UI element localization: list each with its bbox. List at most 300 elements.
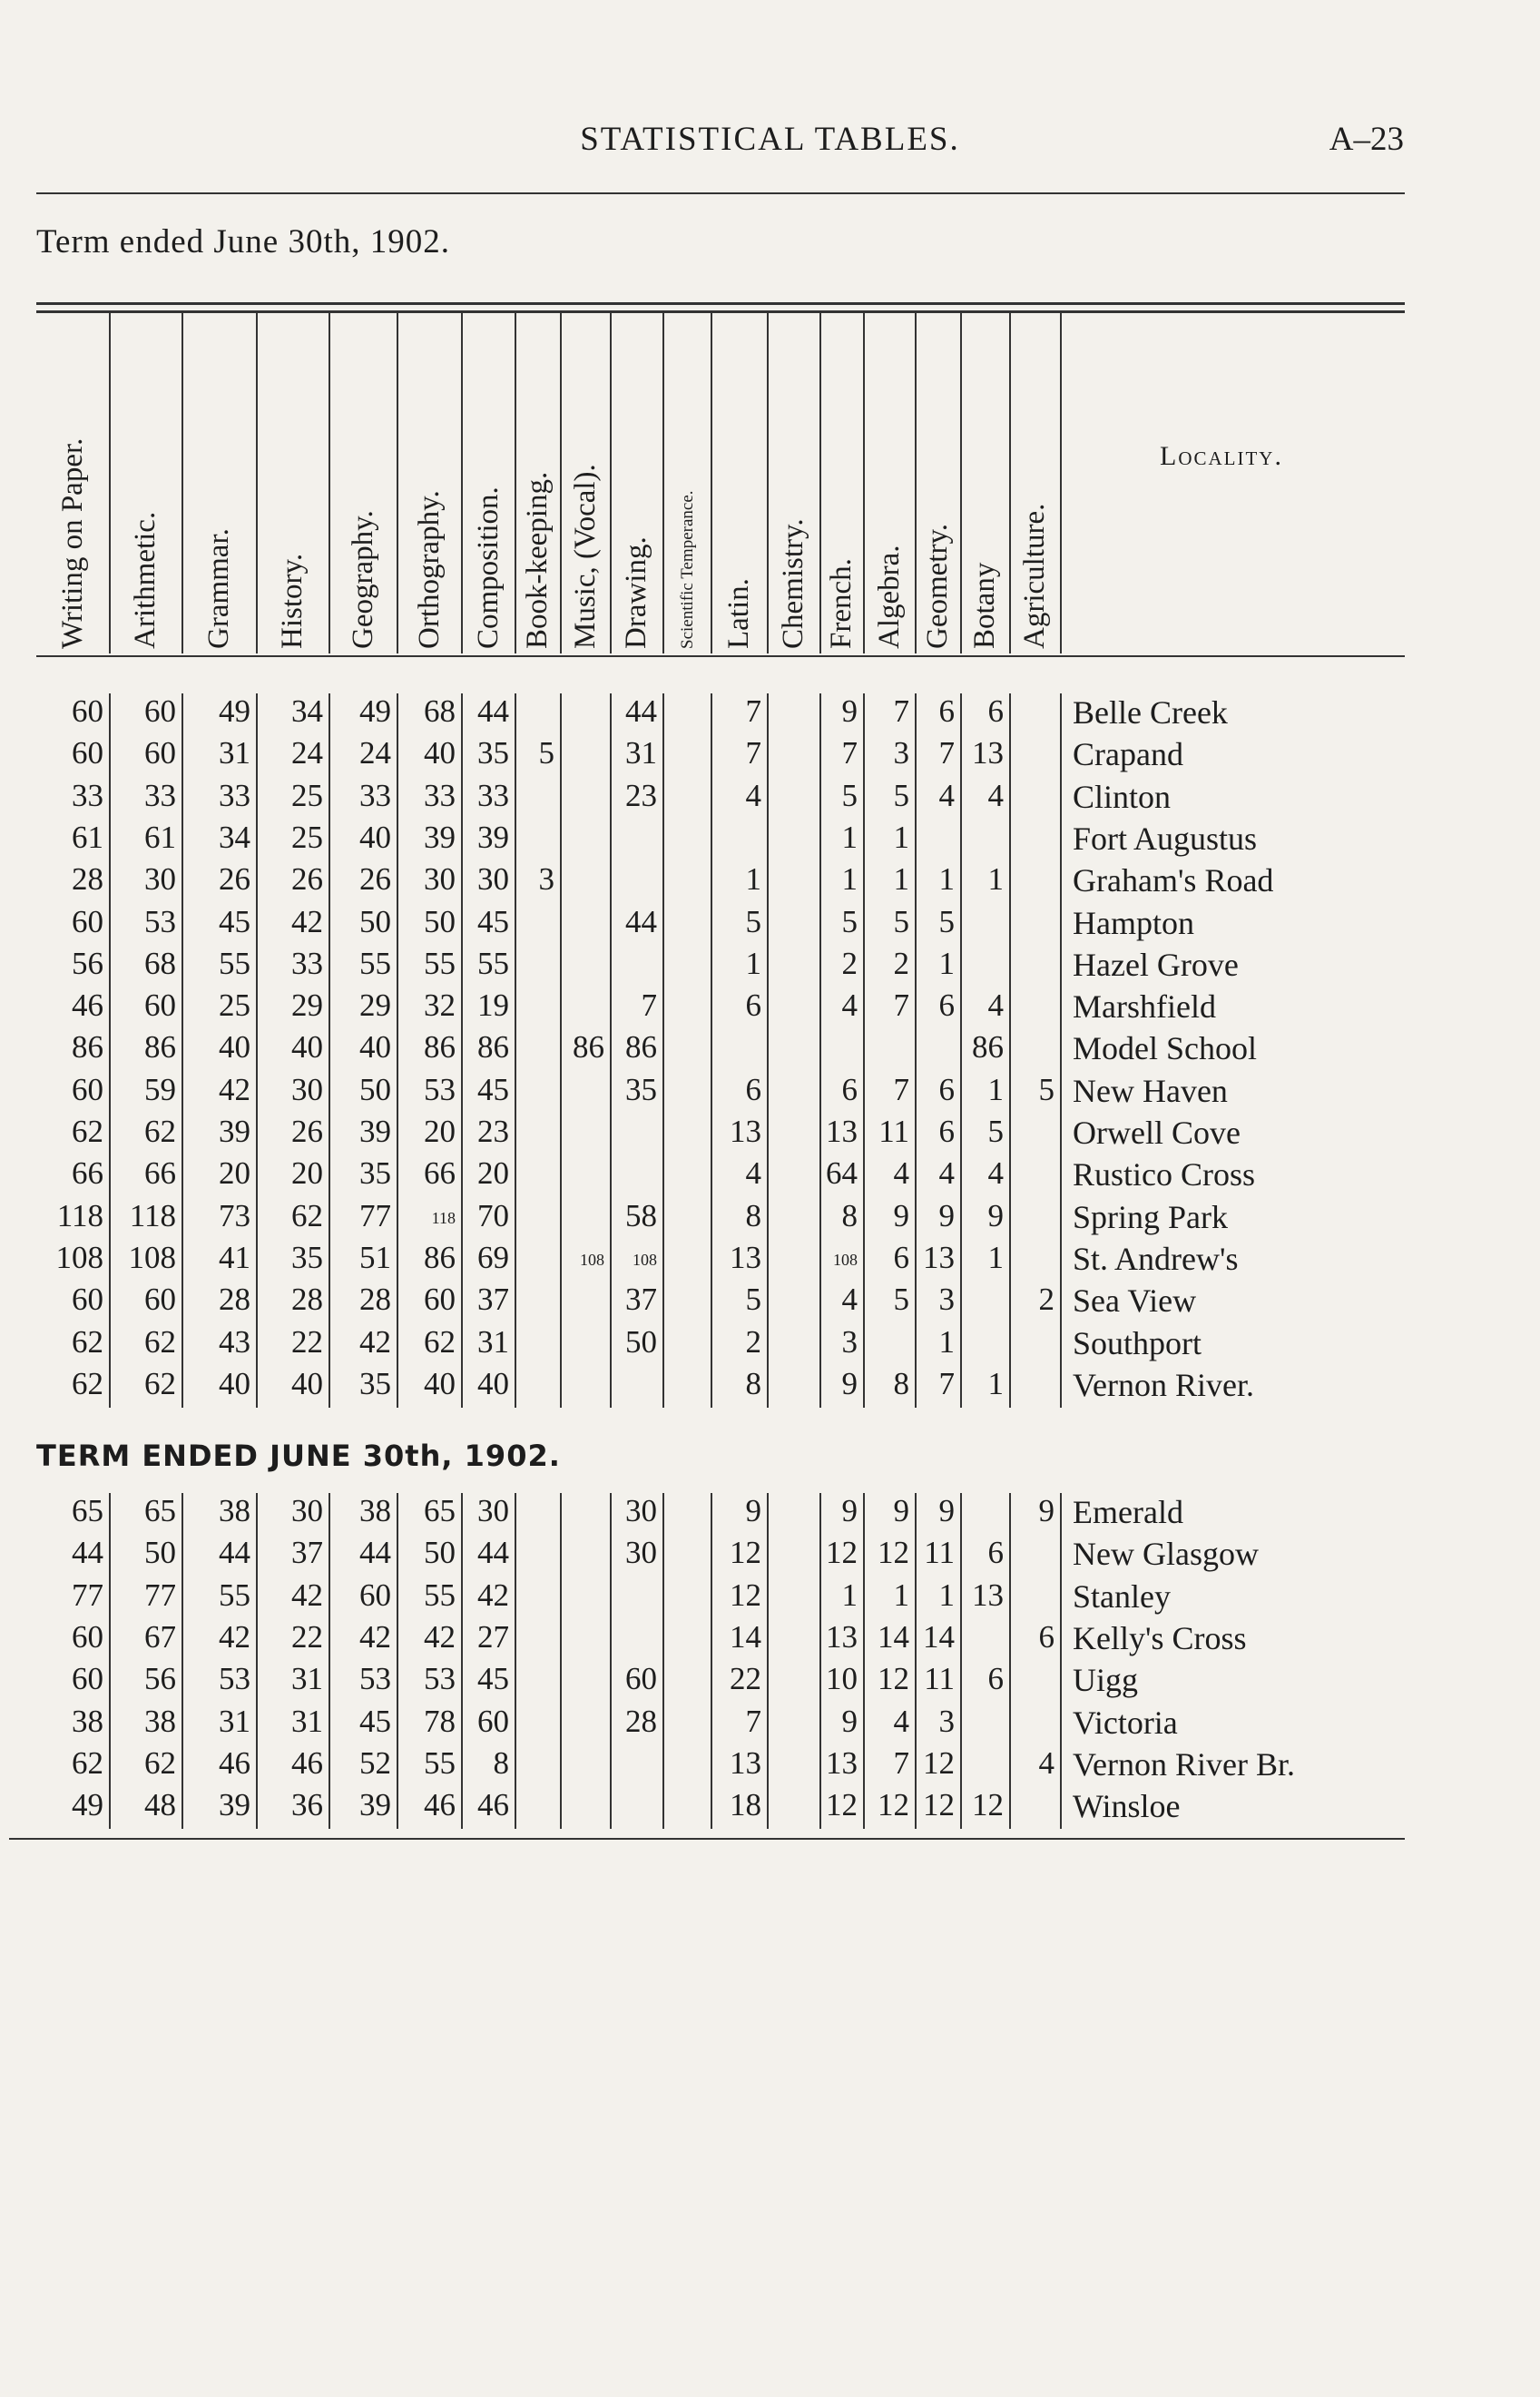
table2-cell: 77 bbox=[144, 1577, 176, 1613]
table1-cell: 8 bbox=[745, 1365, 761, 1401]
table2-cell: 14 bbox=[923, 1618, 955, 1655]
column-header-label: Scientific Temperance. bbox=[677, 490, 697, 649]
table1-cell: 33 bbox=[144, 777, 176, 813]
table2-cell: 13 bbox=[972, 1577, 1004, 1613]
table1-cell: 49 bbox=[219, 693, 250, 729]
table2-cell: 1 bbox=[841, 1577, 858, 1613]
table2-cell: 55 bbox=[424, 1744, 456, 1781]
table1-cell: 7 bbox=[893, 987, 909, 1024]
table2-cell: 4 bbox=[893, 1703, 909, 1739]
column-rule bbox=[1009, 313, 1011, 653]
table1-cell: 25 bbox=[291, 819, 323, 855]
table1-cell: 33 bbox=[72, 777, 103, 813]
table2-cell: 39 bbox=[219, 1787, 250, 1823]
table1-cell: 1 bbox=[841, 819, 858, 855]
table2-cell: 8 bbox=[493, 1744, 509, 1781]
table1-cell: 5 bbox=[745, 903, 761, 939]
table1-locality: Model School bbox=[1073, 1030, 1257, 1067]
column-rule bbox=[515, 693, 516, 1408]
column-header-label: Drawing. bbox=[620, 536, 652, 649]
table1-cell: 86 bbox=[72, 1029, 103, 1066]
table1-cell: 1 bbox=[987, 861, 1004, 898]
column-header-label: Chemistry. bbox=[777, 518, 809, 649]
column-rule bbox=[397, 313, 398, 653]
table1-cell: 44 bbox=[625, 903, 657, 939]
table1-cell: 4 bbox=[938, 777, 955, 813]
table1-cell: 55 bbox=[359, 945, 391, 981]
table1-cell: 25 bbox=[291, 777, 323, 813]
table2-cell: 28 bbox=[625, 1703, 657, 1739]
column-rule bbox=[461, 1493, 463, 1829]
table2-cell: 9 bbox=[841, 1493, 858, 1528]
table2-cell: 37 bbox=[291, 1535, 323, 1571]
column-rule bbox=[610, 693, 612, 1408]
table1-cell: 30 bbox=[144, 861, 176, 898]
table2-cell: 4 bbox=[1038, 1744, 1054, 1781]
table2-cell: 46 bbox=[291, 1744, 323, 1781]
table1-cell: 35 bbox=[291, 1239, 323, 1275]
table2-cell: 7 bbox=[893, 1744, 909, 1781]
table1-cell: 4 bbox=[938, 1155, 955, 1192]
column-header-cell bbox=[610, 313, 662, 653]
table1-cell: 20 bbox=[477, 1155, 509, 1192]
column-rule bbox=[819, 693, 821, 1408]
table2-cell: 30 bbox=[625, 1493, 657, 1528]
column-header-label: History. bbox=[276, 553, 309, 649]
table1-cell: 86 bbox=[972, 1029, 1004, 1066]
table1-cell: 1 bbox=[987, 1071, 1004, 1107]
table1-cell: 28 bbox=[291, 1282, 323, 1318]
column-rule bbox=[1009, 1493, 1011, 1829]
column-header-cell bbox=[397, 313, 461, 653]
table1-cell: 9 bbox=[938, 1197, 955, 1233]
column-rule bbox=[329, 313, 330, 653]
table1-locality: Belle Creek bbox=[1073, 694, 1228, 731]
table1-cell: 11 bbox=[878, 1114, 909, 1149]
table2-cell: 53 bbox=[424, 1661, 456, 1697]
column-rule bbox=[711, 693, 712, 1408]
column-header-label: Botany bbox=[968, 562, 1001, 649]
table1-locality: Graham's Road bbox=[1073, 862, 1274, 899]
table2-cell: 45 bbox=[359, 1703, 391, 1739]
column-rule bbox=[329, 693, 330, 1408]
column-rule bbox=[109, 313, 111, 653]
table1-cell: 9 bbox=[893, 1197, 909, 1233]
table1-cell: 42 bbox=[359, 1323, 391, 1360]
table1-cell: 49 bbox=[359, 693, 391, 729]
table1-cell: 118 bbox=[129, 1197, 176, 1233]
column-rule bbox=[767, 313, 769, 653]
table2-cell: 12 bbox=[923, 1744, 955, 1781]
table1-cell: 7 bbox=[745, 735, 761, 771]
table1-cell: 62 bbox=[72, 1114, 103, 1149]
column-header-cell bbox=[863, 313, 915, 653]
column-header-cell bbox=[711, 313, 767, 653]
table1-locality: St. Andrew's bbox=[1073, 1240, 1239, 1277]
column-header-cell bbox=[181, 313, 256, 653]
column-header-cell bbox=[560, 313, 610, 653]
column-rule bbox=[863, 693, 865, 1408]
table1-cell: 4 bbox=[745, 777, 761, 813]
header-rule bbox=[36, 192, 1405, 194]
table2-cell: 12 bbox=[923, 1787, 955, 1823]
table1-cell: 86 bbox=[625, 1029, 657, 1066]
table1-cell: 5 bbox=[893, 777, 909, 813]
table1-cell: 7 bbox=[745, 693, 761, 729]
table2-cell: 52 bbox=[359, 1744, 391, 1781]
table1-cell: 4 bbox=[987, 1155, 1004, 1192]
table1-cell: 6 bbox=[938, 1114, 955, 1149]
table1-cell: 5 bbox=[841, 903, 858, 939]
table1-cell: 40 bbox=[219, 1029, 250, 1066]
table1-cell: 39 bbox=[424, 819, 456, 855]
table1-cell: 50 bbox=[625, 1323, 657, 1360]
table1-cell: 61 bbox=[72, 819, 103, 855]
table1-cell: 43 bbox=[219, 1323, 250, 1360]
table1-cell: 7 bbox=[893, 693, 909, 729]
table1-locality: Marshfield bbox=[1073, 988, 1216, 1026]
table2-cell: 9 bbox=[1038, 1493, 1054, 1528]
table1-cell: 4 bbox=[893, 1155, 909, 1192]
table2-cell: 42 bbox=[424, 1618, 456, 1655]
table2-cell: 13 bbox=[826, 1618, 858, 1655]
table1-cell: 31 bbox=[219, 735, 250, 771]
table1-cell: 46 bbox=[72, 987, 103, 1024]
table2-cell: 11 bbox=[924, 1661, 955, 1697]
table2-cell: 36 bbox=[291, 1787, 323, 1823]
table2-cell: 1 bbox=[893, 1577, 909, 1613]
table2-cell: 9 bbox=[745, 1493, 761, 1528]
table1-cell: 23 bbox=[477, 1114, 509, 1149]
table1-cell: 44 bbox=[625, 693, 657, 729]
table1-cell: 41 bbox=[219, 1239, 250, 1275]
table1-cell: 6 bbox=[841, 1071, 858, 1107]
table1-cell: 42 bbox=[219, 1071, 250, 1107]
table1-cell: 118 bbox=[431, 1208, 456, 1227]
column-header-label: Geography. bbox=[346, 510, 379, 649]
table2-cell: 65 bbox=[72, 1493, 103, 1528]
table1-cell: 5 bbox=[893, 1282, 909, 1318]
column-rule bbox=[329, 1493, 330, 1829]
table1-locality: Clinton bbox=[1073, 778, 1172, 815]
table2-cell: 14 bbox=[878, 1618, 909, 1655]
table1-cell: 13 bbox=[730, 1114, 761, 1149]
table1-cell: 32 bbox=[424, 987, 456, 1024]
table1-cell: 13 bbox=[730, 1239, 761, 1275]
table2-cell: 22 bbox=[291, 1618, 323, 1655]
column-header-cell bbox=[960, 313, 1009, 653]
table1-cell: 40 bbox=[219, 1365, 250, 1401]
table2-cell: 55 bbox=[424, 1577, 456, 1613]
column-header-label: Algebra. bbox=[872, 545, 906, 649]
table1-cell: 50 bbox=[359, 1071, 391, 1107]
table2-locality: Kelly's Cross bbox=[1073, 1619, 1247, 1656]
table2-cell: 3 bbox=[938, 1703, 955, 1739]
column-rule bbox=[1060, 693, 1062, 1408]
table1-cell: 77 bbox=[359, 1197, 391, 1233]
table2-cell: 53 bbox=[219, 1661, 250, 1697]
table1-cell: 60 bbox=[72, 1282, 103, 1318]
table1-cell: 6 bbox=[745, 1071, 761, 1107]
column-rule bbox=[397, 1493, 398, 1829]
table2-cell: 53 bbox=[359, 1661, 391, 1697]
table2-cell: 44 bbox=[477, 1535, 509, 1571]
table1-cell: 13 bbox=[972, 735, 1004, 771]
table1-cell: 33 bbox=[424, 777, 456, 813]
table1-cell: 1 bbox=[893, 819, 909, 855]
table1-cell: 33 bbox=[359, 777, 391, 813]
table2-cell: 38 bbox=[359, 1493, 391, 1528]
table1-cell: 86 bbox=[424, 1029, 456, 1066]
column-rule bbox=[960, 313, 962, 653]
table1-cell: 40 bbox=[424, 735, 456, 771]
table1-cell: 1 bbox=[987, 1365, 1004, 1401]
table1-cell: 53 bbox=[144, 903, 176, 939]
column-header-label: Arithmetic. bbox=[129, 511, 162, 649]
table2-cell: 38 bbox=[219, 1493, 250, 1528]
table1-cell: 60 bbox=[144, 987, 176, 1024]
table2-cell: 9 bbox=[841, 1703, 858, 1739]
table1-cell: 58 bbox=[625, 1197, 657, 1233]
table1-cell: 30 bbox=[424, 861, 456, 898]
table1-cell: 64 bbox=[826, 1155, 858, 1192]
table1-cell: 2 bbox=[745, 1323, 761, 1360]
page-header-title: STATISTICAL TABLES. bbox=[580, 121, 960, 158]
table1-cell: 51 bbox=[359, 1239, 391, 1275]
table2-cell: 60 bbox=[625, 1661, 657, 1697]
table1-cell: 31 bbox=[625, 735, 657, 771]
table1-cell: 7 bbox=[938, 735, 955, 771]
table2-cell: 38 bbox=[144, 1703, 176, 1739]
column-rule bbox=[515, 1493, 516, 1829]
column-header-cell bbox=[1009, 313, 1060, 653]
table2-cell: 12 bbox=[878, 1661, 909, 1697]
column-rule bbox=[662, 313, 664, 653]
column-header-cell bbox=[109, 313, 181, 653]
table1-cell: 5 bbox=[538, 735, 554, 771]
table1-cell: 69 bbox=[477, 1239, 509, 1275]
table1-cell: 39 bbox=[477, 819, 509, 855]
column-rule bbox=[1009, 693, 1011, 1408]
table1-cell: 1 bbox=[841, 861, 858, 898]
table1-cell: 1 bbox=[745, 861, 761, 898]
table1-cell: 60 bbox=[144, 735, 176, 771]
table1-cell: 6 bbox=[893, 1239, 909, 1275]
table1-cell: 66 bbox=[72, 1155, 103, 1192]
column-rule bbox=[256, 313, 258, 653]
column-rule bbox=[960, 1493, 962, 1829]
table2-cell: 42 bbox=[219, 1618, 250, 1655]
table1-cell: 108 bbox=[633, 1250, 657, 1269]
table2-cell: 11 bbox=[924, 1535, 955, 1571]
table1-cell: 118 bbox=[56, 1197, 103, 1233]
table2-cell: 67 bbox=[144, 1618, 176, 1655]
table1-cell: 7 bbox=[641, 987, 657, 1024]
column-rule bbox=[1060, 1493, 1062, 1829]
column-header-cell bbox=[767, 313, 819, 653]
table1-locality: Spring Park bbox=[1073, 1198, 1228, 1235]
table1-cell: 37 bbox=[625, 1282, 657, 1318]
table2-cell: 12 bbox=[826, 1787, 858, 1823]
table1-cell: 86 bbox=[144, 1029, 176, 1066]
table1-cell: 62 bbox=[424, 1323, 456, 1360]
table1-cell: 1 bbox=[938, 861, 955, 898]
table1-cell: 56 bbox=[72, 945, 103, 981]
table2-cell: 31 bbox=[219, 1703, 250, 1739]
table1-cell: 55 bbox=[477, 945, 509, 981]
column-rule bbox=[109, 693, 111, 1408]
column-header-label: Agriculture. bbox=[1018, 503, 1051, 649]
table2-cell: 38 bbox=[72, 1703, 103, 1739]
table2-cell: 12 bbox=[878, 1535, 909, 1571]
table2-cell: 48 bbox=[144, 1787, 176, 1823]
column-header-cell bbox=[329, 313, 397, 653]
table1-cell: 33 bbox=[291, 945, 323, 981]
column-header-cell bbox=[515, 313, 560, 653]
table-bottom-rule bbox=[9, 1838, 1405, 1840]
table2-cell: 60 bbox=[477, 1703, 509, 1739]
column-header-cell bbox=[915, 313, 960, 653]
table2-cell: 31 bbox=[291, 1661, 323, 1697]
column-header-label: Grammar. bbox=[202, 528, 235, 649]
table1-cell: 4 bbox=[841, 987, 858, 1024]
table1-cell: 40 bbox=[359, 819, 391, 855]
column-rule bbox=[181, 693, 183, 1408]
table1-cell: 23 bbox=[625, 777, 657, 813]
column-header-cell bbox=[662, 313, 711, 653]
column-rule bbox=[711, 313, 712, 653]
column-rule bbox=[863, 313, 865, 653]
table1-cell: 60 bbox=[72, 903, 103, 939]
column-rule bbox=[515, 313, 516, 653]
table2-cell: 55 bbox=[219, 1577, 250, 1613]
table1-cell: 62 bbox=[291, 1197, 323, 1233]
column-rule bbox=[560, 693, 562, 1408]
table1-cell: 39 bbox=[219, 1114, 250, 1149]
table1-cell: 7 bbox=[938, 1365, 955, 1401]
table2-cell: 46 bbox=[219, 1744, 250, 1781]
table2-locality: New Glasgow bbox=[1073, 1536, 1259, 1573]
table2-cell: 22 bbox=[730, 1661, 761, 1697]
table2-cell: 60 bbox=[359, 1577, 391, 1613]
table2-cell: 12 bbox=[878, 1787, 909, 1823]
column-rule bbox=[256, 1493, 258, 1829]
column-header-label: Composition. bbox=[471, 486, 505, 649]
table1-cell: 22 bbox=[291, 1323, 323, 1360]
table1-cell: 24 bbox=[359, 735, 391, 771]
column-rule bbox=[109, 1493, 111, 1829]
column-rule bbox=[767, 693, 769, 1408]
table1-cell: 45 bbox=[219, 903, 250, 939]
table2-cell: 62 bbox=[144, 1744, 176, 1781]
table1-cell: 42 bbox=[291, 903, 323, 939]
table1-cell: 62 bbox=[72, 1365, 103, 1401]
table1-cell: 108 bbox=[55, 1239, 103, 1275]
column-rule bbox=[461, 693, 463, 1408]
column-rule bbox=[819, 1493, 821, 1829]
table1-cell: 60 bbox=[144, 1282, 176, 1318]
table2-cell: 30 bbox=[625, 1535, 657, 1571]
table1-cell: 34 bbox=[219, 819, 250, 855]
table1-locality: Southport bbox=[1073, 1324, 1202, 1361]
table1-cell: 40 bbox=[291, 1365, 323, 1401]
table2-locality: Victoria bbox=[1073, 1704, 1178, 1741]
table2-locality: Uigg bbox=[1073, 1662, 1138, 1699]
page-number: A–23 bbox=[1329, 121, 1404, 158]
table1-cell: 9 bbox=[987, 1197, 1004, 1233]
table2-cell: 50 bbox=[424, 1535, 456, 1571]
table1-cell: 5 bbox=[745, 1282, 761, 1318]
table1-cell: 61 bbox=[144, 819, 176, 855]
table2-cell: 42 bbox=[477, 1577, 509, 1613]
table1-cell: 1 bbox=[938, 1323, 955, 1360]
table1-locality: New Haven bbox=[1073, 1072, 1228, 1109]
table2-locality: Vernon River Br. bbox=[1073, 1745, 1295, 1783]
table2-cell: 1 bbox=[938, 1577, 955, 1613]
table1-cell: 55 bbox=[424, 945, 456, 981]
table2-locality: Winsloe bbox=[1073, 1788, 1181, 1825]
table2-cell: 77 bbox=[72, 1577, 103, 1613]
column-rule bbox=[863, 1493, 865, 1829]
column-rule bbox=[819, 313, 821, 653]
table1-cell: 33 bbox=[219, 777, 250, 813]
column-header-label: Orthography. bbox=[412, 490, 446, 649]
table1-cell: 31 bbox=[477, 1323, 509, 1360]
table1-cell: 108 bbox=[580, 1250, 604, 1269]
table1-cell: 6 bbox=[987, 693, 1004, 729]
table2-cell: 13 bbox=[730, 1744, 761, 1781]
column-rule bbox=[461, 313, 463, 653]
table2-cell: 10 bbox=[826, 1661, 858, 1697]
column-rule bbox=[915, 313, 917, 653]
table1-cell: 1 bbox=[893, 861, 909, 898]
table1-cell: 35 bbox=[625, 1071, 657, 1107]
section-heading: TERM ENDED JUNE 30th, 1902. bbox=[36, 1439, 561, 1473]
table1-cell: 40 bbox=[477, 1365, 509, 1401]
table1-cell: 55 bbox=[219, 945, 250, 981]
table1-cell: 108 bbox=[128, 1239, 176, 1275]
table1-cell: 5 bbox=[1038, 1071, 1054, 1107]
table1-cell: 6 bbox=[745, 987, 761, 1024]
table1-cell: 3 bbox=[893, 735, 909, 771]
table1-cell: 59 bbox=[144, 1071, 176, 1107]
table2-cell: 42 bbox=[359, 1618, 391, 1655]
table2-cell: 62 bbox=[72, 1744, 103, 1781]
column-rule bbox=[560, 313, 562, 653]
table2-cell: 42 bbox=[291, 1577, 323, 1613]
column-rule bbox=[397, 693, 398, 1408]
table1-cell: 8 bbox=[841, 1197, 858, 1233]
column-rule bbox=[662, 1493, 664, 1829]
table2-cell: 78 bbox=[424, 1703, 456, 1739]
table1-cell: 19 bbox=[477, 987, 509, 1024]
table1-cell: 29 bbox=[291, 987, 323, 1024]
table2-locality: Stanley bbox=[1073, 1577, 1171, 1615]
table-head-rule bbox=[36, 655, 1405, 657]
table1-cell: 6 bbox=[938, 693, 955, 729]
table1-cell: 26 bbox=[291, 1114, 323, 1149]
column-header-cell bbox=[256, 313, 329, 653]
table1-cell: 8 bbox=[745, 1197, 761, 1233]
column-rule bbox=[1060, 313, 1062, 653]
table1-cell: 28 bbox=[219, 1282, 250, 1318]
table2-cell: 12 bbox=[826, 1535, 858, 1571]
column-rule bbox=[960, 693, 962, 1408]
table1-cell: 4 bbox=[987, 777, 1004, 813]
table1-cell: 5 bbox=[987, 1114, 1004, 1149]
table2-cell: 44 bbox=[72, 1535, 103, 1571]
table1-cell: 66 bbox=[424, 1155, 456, 1192]
